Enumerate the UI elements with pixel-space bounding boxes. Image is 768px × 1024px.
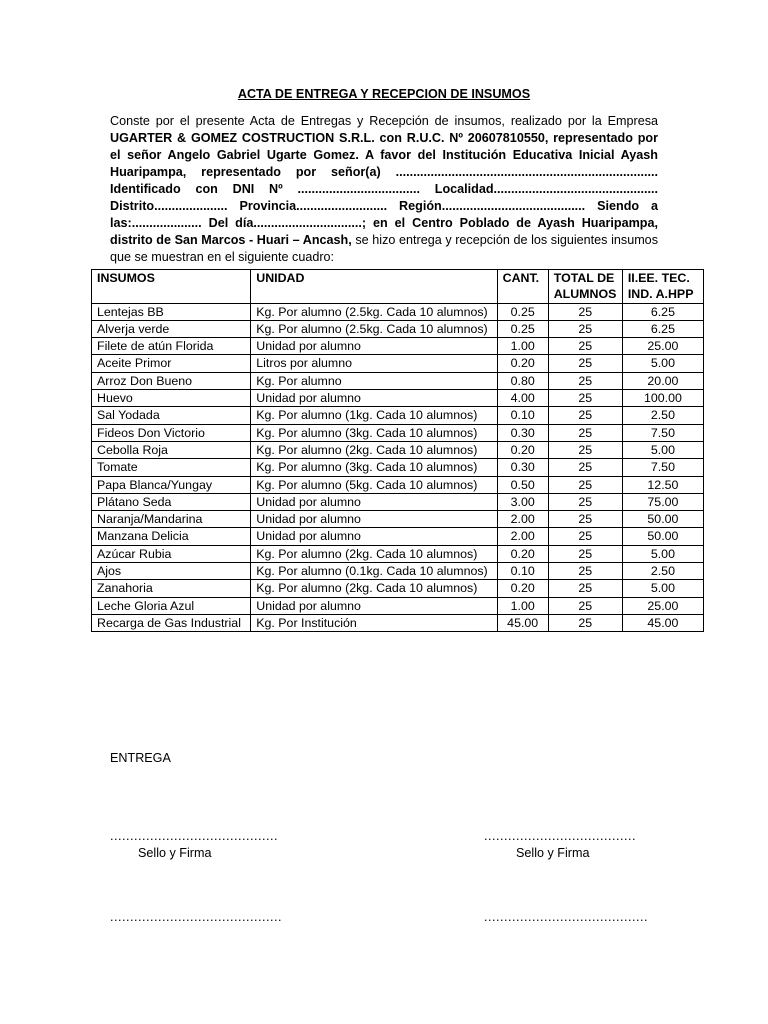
unidad-cell: Kg. Por alumno (1kg. Cada 10 alumnos) xyxy=(251,407,497,424)
cant-cell: 0.25 xyxy=(497,320,548,337)
cant-cell: 0.20 xyxy=(497,545,548,562)
insumo-cell: Lentejas BB xyxy=(92,303,251,320)
iiee-cell: 50.00 xyxy=(622,511,703,528)
table-header-row xyxy=(92,270,704,304)
cant-cell: 0.20 xyxy=(497,355,548,372)
total-alumnos-cell: 25 xyxy=(548,476,622,493)
iiee-cell: 5.00 xyxy=(622,355,703,372)
unidad-cell: Kg. Por alumno (3kg. Cada 10 alumnos) xyxy=(251,424,497,441)
unidad-cell: Unidad por alumno xyxy=(251,511,497,528)
total-alumnos-cell: 25 xyxy=(548,303,622,320)
cant-cell: 0.20 xyxy=(497,580,548,597)
insumo-cell: Tomate xyxy=(92,459,251,476)
unidad-cell: Litros por alumno xyxy=(251,355,497,372)
signature-line-right: ...................................... xyxy=(484,829,636,843)
iiee-cell: 75.00 xyxy=(622,493,703,510)
header-unidad: UNIDAD xyxy=(251,270,497,304)
unidad-cell: Unidad por alumno xyxy=(251,493,497,510)
total-alumnos-cell: 25 xyxy=(548,528,622,545)
unidad-cell: Unidad por alumno xyxy=(251,390,497,407)
cant-cell: 0.80 xyxy=(497,372,548,389)
insumo-cell: Filete de atún Florida xyxy=(92,338,251,355)
table-row xyxy=(92,320,704,337)
total-alumnos-cell: 25 xyxy=(548,372,622,389)
total-alumnos-cell: 25 xyxy=(548,545,622,562)
insumo-cell: Sal Yodada xyxy=(92,407,251,424)
iiee-cell: 2.50 xyxy=(622,407,703,424)
total-alumnos-cell: 25 xyxy=(548,459,622,476)
total-alumnos-cell: 25 xyxy=(548,441,622,458)
iiee-cell: 100.00 xyxy=(622,390,703,407)
total-alumnos-cell: 25 xyxy=(548,563,622,580)
total-alumnos-cell: 25 xyxy=(548,320,622,337)
cant-cell: 0.25 xyxy=(497,303,548,320)
iiee-cell: 5.00 xyxy=(622,580,703,597)
cant-cell: 0.10 xyxy=(497,563,548,580)
insumo-cell: Ajos xyxy=(92,563,251,580)
document-title: ACTA DE ENTREGA Y RECEPCION DE INSUMOS xyxy=(237,87,531,101)
unidad-cell: Kg. Por alumno (2kg. Cada 10 alumnos) xyxy=(251,580,497,597)
cant-cell: 0.30 xyxy=(497,459,548,476)
table-row xyxy=(92,493,704,510)
cant-cell: 2.00 xyxy=(497,528,548,545)
table-row xyxy=(92,614,704,631)
cant-cell: 0.50 xyxy=(497,476,548,493)
table-row xyxy=(92,580,704,597)
header-insumos: INSUMOS xyxy=(92,270,251,304)
total-alumnos-cell: 25 xyxy=(548,338,622,355)
header-cant: CANT. xyxy=(497,270,548,304)
cant-cell: 4.00 xyxy=(497,390,548,407)
entrega-label: ENTREGA xyxy=(110,751,171,765)
total-alumnos-cell: 25 xyxy=(548,390,622,407)
cant-cell: 1.00 xyxy=(497,338,548,355)
cant-cell: 45.00 xyxy=(497,614,548,631)
company-name: UGARTER & GOMEZ COSTRUCTION S.R.L. xyxy=(110,131,375,145)
total-alumnos-cell: 25 xyxy=(548,580,622,597)
iiee-cell: 12.50 xyxy=(622,476,703,493)
intro-text-end: se hizo entrega y recepción de los siguientes insumos que se muestran en el siguiente cuadro: xyxy=(110,233,658,264)
insumo-cell: Manzana Delicia xyxy=(92,528,251,545)
cant-cell: 0.20 xyxy=(497,441,548,458)
iiee-cell: 2.50 xyxy=(622,563,703,580)
total-alumnos-cell: 25 xyxy=(548,597,622,614)
insumo-cell: Arroz Don Bueno xyxy=(92,372,251,389)
insumo-cell: Recarga de Gas Industrial xyxy=(92,614,251,631)
cant-cell: 0.10 xyxy=(497,407,548,424)
insumos-table xyxy=(91,269,704,632)
intro-paragraph xyxy=(110,113,658,266)
table-row xyxy=(92,563,704,580)
table-row xyxy=(92,407,704,424)
signature-line-left-2: ........................................... xyxy=(110,910,282,924)
table-row xyxy=(92,390,704,407)
iiee-cell: 20.00 xyxy=(622,372,703,389)
insumo-cell: Huevo xyxy=(92,390,251,407)
unidad-cell: Unidad por alumno xyxy=(251,597,497,614)
table-row xyxy=(92,424,704,441)
ruc-and-fields: con R.U.C. Nº 20607810550, representado por el señor Angelo Gabriel Ugarte Gomez. A favor del Institución Educativa Inicial Ayash Huaripampa, representado por señor(a) ........................................................................... Identificado con DNI Nº ................................... Localidad............................................... Distrito..................... Provincia.......................... Región......................................... Siendo a las:.................... Del día...............................; en el Centro Poblado de Ayash Huaripampa, distrito de San Marcos - Huari – Ancash, xyxy=(110,131,658,247)
table-row xyxy=(92,459,704,476)
total-alumnos-cell: 25 xyxy=(548,614,622,631)
unidad-cell: Kg. Por alumno (5kg. Cada 10 alumnos) xyxy=(251,476,497,493)
caption-right: Sello y Firma xyxy=(516,846,590,860)
total-alumnos-cell: 25 xyxy=(548,355,622,372)
signature-line-left: .......................................... xyxy=(110,829,278,843)
table-row xyxy=(92,355,704,372)
unidad-cell: Unidad por alumno xyxy=(251,528,497,545)
caption-left: Sello y Firma xyxy=(138,846,212,860)
insumo-cell: Fideos Don Victorio xyxy=(92,424,251,441)
intro-text-start: Conste por el presente Acta de Entregas y Recepción de insumos, realizado por la Empresa xyxy=(110,114,658,128)
company-and-details xyxy=(110,131,658,247)
iiee-cell: 25.00 xyxy=(622,338,703,355)
table-row xyxy=(92,597,704,614)
unidad-cell: Kg. Por alumno (0.1kg. Cada 10 alumnos) xyxy=(251,563,497,580)
insumo-cell: Alverja verde xyxy=(92,320,251,337)
header-total-alumnos: TOTAL DE ALUMNOS xyxy=(548,270,622,304)
table-row xyxy=(92,511,704,528)
unidad-cell: Unidad por alumno xyxy=(251,338,497,355)
table-row xyxy=(92,545,704,562)
insumo-cell: Zanahoria xyxy=(92,580,251,597)
unidad-cell: Kg. Por alumno (2kg. Cada 10 alumnos) xyxy=(251,545,497,562)
unidad-cell: Kg. Por alumno (2kg. Cada 10 alumnos) xyxy=(251,441,497,458)
iiee-cell: 6.25 xyxy=(622,320,703,337)
insumo-cell: Azúcar Rubia xyxy=(92,545,251,562)
table-body xyxy=(92,303,704,632)
insumo-cell: Aceite Primor xyxy=(92,355,251,372)
unidad-cell: Kg. Por Institución xyxy=(251,614,497,631)
insumo-cell: Naranja/Mandarina xyxy=(92,511,251,528)
insumo-cell: Papa Blanca/Yungay xyxy=(92,476,251,493)
total-alumnos-cell: 25 xyxy=(548,493,622,510)
table-row xyxy=(92,441,704,458)
table-row xyxy=(92,476,704,493)
unidad-cell: Kg. Por alumno (2.5kg. Cada 10 alumnos) xyxy=(251,303,497,320)
table-row xyxy=(92,303,704,320)
iiee-cell: 5.00 xyxy=(622,545,703,562)
header-iiee: II.EE. TEC. IND. A.HPP xyxy=(622,270,703,304)
iiee-cell: 6.25 xyxy=(622,303,703,320)
cant-cell: 2.00 xyxy=(497,511,548,528)
unidad-cell: Kg. Por alumno (3kg. Cada 10 alumnos) xyxy=(251,459,497,476)
table-row xyxy=(92,338,704,355)
unidad-cell: Kg. Por alumno (2.5kg. Cada 10 alumnos) xyxy=(251,320,497,337)
cant-cell: 1.00 xyxy=(497,597,548,614)
cant-cell: 0.30 xyxy=(497,424,548,441)
unidad-cell: Kg. Por alumno xyxy=(251,372,497,389)
signature-line-right-2: ......................................... xyxy=(484,910,648,924)
total-alumnos-cell: 25 xyxy=(548,407,622,424)
insumo-cell: Leche Gloria Azul xyxy=(92,597,251,614)
table-row xyxy=(92,528,704,545)
total-alumnos-cell: 25 xyxy=(548,424,622,441)
iiee-cell: 50.00 xyxy=(622,528,703,545)
insumo-cell: Cebolla Roja xyxy=(92,441,251,458)
iiee-cell: 25.00 xyxy=(622,597,703,614)
iiee-cell: 7.50 xyxy=(622,424,703,441)
iiee-cell: 45.00 xyxy=(622,614,703,631)
total-alumnos-cell: 25 xyxy=(548,511,622,528)
table-row xyxy=(92,372,704,389)
cant-cell: 3.00 xyxy=(497,493,548,510)
insumo-cell: Plátano Seda xyxy=(92,493,251,510)
iiee-cell: 7.50 xyxy=(622,459,703,476)
iiee-cell: 5.00 xyxy=(622,441,703,458)
